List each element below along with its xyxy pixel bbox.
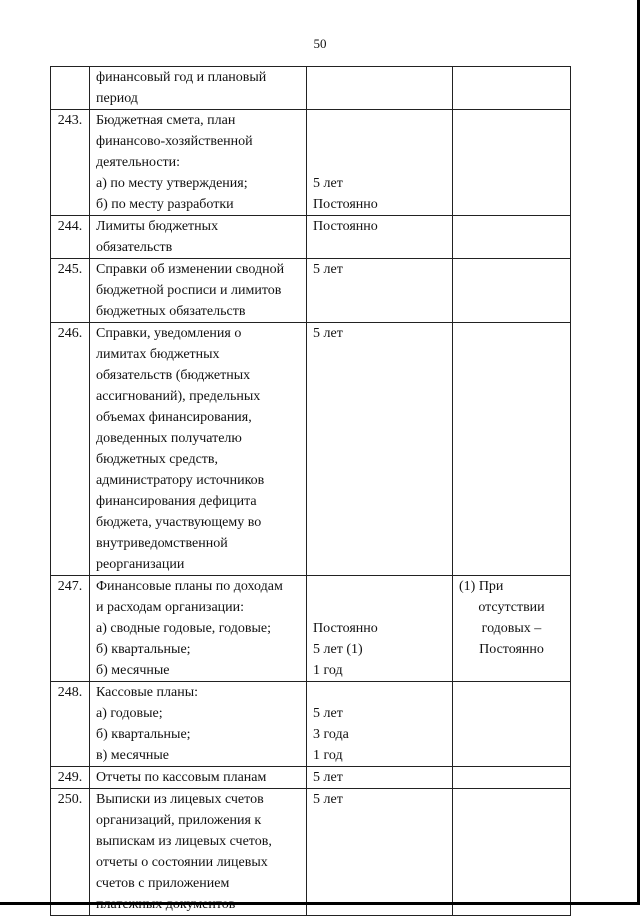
note — [453, 110, 571, 216]
note — [453, 576, 571, 682]
document-title-line: обязательств (бюджетных — [96, 368, 251, 383]
document-title-line: обязательств — [96, 240, 173, 255]
retention-term — [307, 259, 453, 323]
document-title-line: счетов с приложением — [96, 876, 230, 891]
retention-term-line: 1 год — [313, 748, 343, 763]
retention-term — [307, 789, 453, 916]
document-title-line: ассигнований), предельных — [96, 389, 261, 404]
retention-term-line: Постоянно — [313, 197, 378, 212]
document-title-line: бюджетной росписи и лимитов — [96, 283, 282, 298]
document-title-line: лимитах бюджетных — [96, 347, 220, 362]
row-number: 250. — [51, 789, 90, 916]
retention-term-line: 5 лет — [313, 176, 343, 191]
retention-term-line: 5 лет — [313, 326, 343, 341]
document-title-line: Справки об изменении сводной — [96, 262, 285, 277]
document-title — [90, 259, 307, 323]
retention-term-line: Постоянно — [313, 219, 378, 234]
note — [453, 767, 571, 789]
row-number: 244. — [51, 216, 90, 259]
document-title-line: а) сводные годовые, годовые; — [96, 621, 272, 636]
note — [453, 323, 571, 576]
note-line: (1) При — [459, 579, 504, 594]
table-row — [51, 767, 571, 789]
document-title-line: Отчеты по кассовым планам — [96, 770, 267, 785]
row-number — [51, 67, 90, 110]
document-title-line: Лимиты бюджетных — [96, 219, 219, 234]
document-title-line: бюджета, участвующему во — [96, 515, 262, 530]
retention-term — [307, 682, 453, 767]
note — [453, 789, 571, 916]
note — [453, 682, 571, 767]
document-title-line: отчеты о состоянии лицевых — [96, 855, 268, 870]
table-row — [51, 576, 571, 682]
retention-term-line: 3 года — [313, 727, 349, 742]
row-number: 245. — [51, 259, 90, 323]
retention-term — [307, 67, 453, 110]
table-row — [51, 67, 571, 110]
document-title-line: объемах финансирования, — [96, 410, 252, 425]
note — [453, 259, 571, 323]
note-line: годовых – — [481, 621, 542, 636]
document-title-line: а) по месту утверждения; — [96, 176, 248, 191]
document-title-line: деятельности: — [96, 155, 181, 170]
document-title-line: Кассовые планы: — [96, 685, 199, 700]
note — [453, 216, 571, 259]
document-title — [90, 67, 307, 110]
row-number: 248. — [51, 682, 90, 767]
retention-term-line: 5 лет — [313, 262, 343, 277]
retention-term-line: 5 лет — [313, 706, 343, 721]
retention-term-line: 5 лет (1) — [313, 642, 363, 657]
document-title-line: Выписки из лицевых счетов — [96, 792, 264, 807]
document-title-line: б) по месту разработки — [96, 197, 234, 212]
row-number: 246. — [51, 323, 90, 576]
document-title-line: б) квартальные; — [96, 642, 191, 657]
note-line: Постоянно — [479, 642, 544, 657]
document-title — [90, 216, 307, 259]
document-title-line: администратору источников — [96, 473, 265, 488]
document-title — [90, 789, 307, 916]
row-number: 247. — [51, 576, 90, 682]
retention-term-line: Постоянно — [313, 621, 378, 636]
table-row — [51, 789, 571, 916]
document-title-line: и расходам организации: — [96, 600, 245, 615]
document-title-line: финансирования дефицита — [96, 494, 257, 509]
retention-term-line: 5 лет — [313, 770, 343, 785]
document-title-line: Бюджетная смета, план — [96, 113, 236, 128]
document-title-line: доведенных получателю — [96, 431, 242, 446]
retention-term-line: 5 лет — [313, 792, 343, 807]
document-title — [90, 110, 307, 216]
retention-term — [307, 767, 453, 789]
document-title-line: в) месячные — [96, 748, 170, 763]
document-title — [90, 767, 307, 789]
document-title-line: внутриведомственной — [96, 536, 228, 551]
table-row — [51, 259, 571, 323]
document-title-line: период — [96, 91, 138, 106]
table-row — [51, 216, 571, 259]
row-number: 249. — [51, 767, 90, 789]
table-row — [51, 682, 571, 767]
document-title-line: организаций, приложения к — [96, 813, 262, 828]
retention-term-line: 1 год — [313, 663, 343, 678]
table-body — [51, 67, 571, 916]
document-title-line: б) квартальные; — [96, 727, 191, 742]
document-title-line: Справки, уведомления о — [96, 326, 242, 341]
document-title-line: б) месячные — [96, 663, 170, 678]
table-row — [51, 110, 571, 216]
page-number: 50 — [313, 36, 327, 51]
retention-term — [307, 576, 453, 682]
document-title-line: финансово-хозяйственной — [96, 134, 253, 149]
document-title-line: бюджетных обязательств — [96, 304, 246, 319]
table-row — [51, 323, 571, 576]
document-title-line: бюджетных средств, — [96, 452, 219, 467]
document-title-line: финансовый год и плановый — [96, 70, 267, 85]
note-line: отсутствии — [478, 600, 545, 615]
document-title-line: а) годовые; — [96, 706, 163, 721]
document-title — [90, 323, 307, 576]
row-number: 243. — [51, 110, 90, 216]
document-title-line: выпискам из лицевых счетов, — [96, 834, 272, 849]
note — [453, 67, 571, 110]
document-title-line: реорганизации — [96, 557, 185, 572]
document-table — [50, 66, 571, 916]
retention-term — [307, 216, 453, 259]
retention-term — [307, 323, 453, 576]
retention-term — [307, 110, 453, 216]
document-title-line: Финансовые планы по доходам — [96, 579, 283, 594]
document-title — [90, 682, 307, 767]
document-title — [90, 576, 307, 682]
